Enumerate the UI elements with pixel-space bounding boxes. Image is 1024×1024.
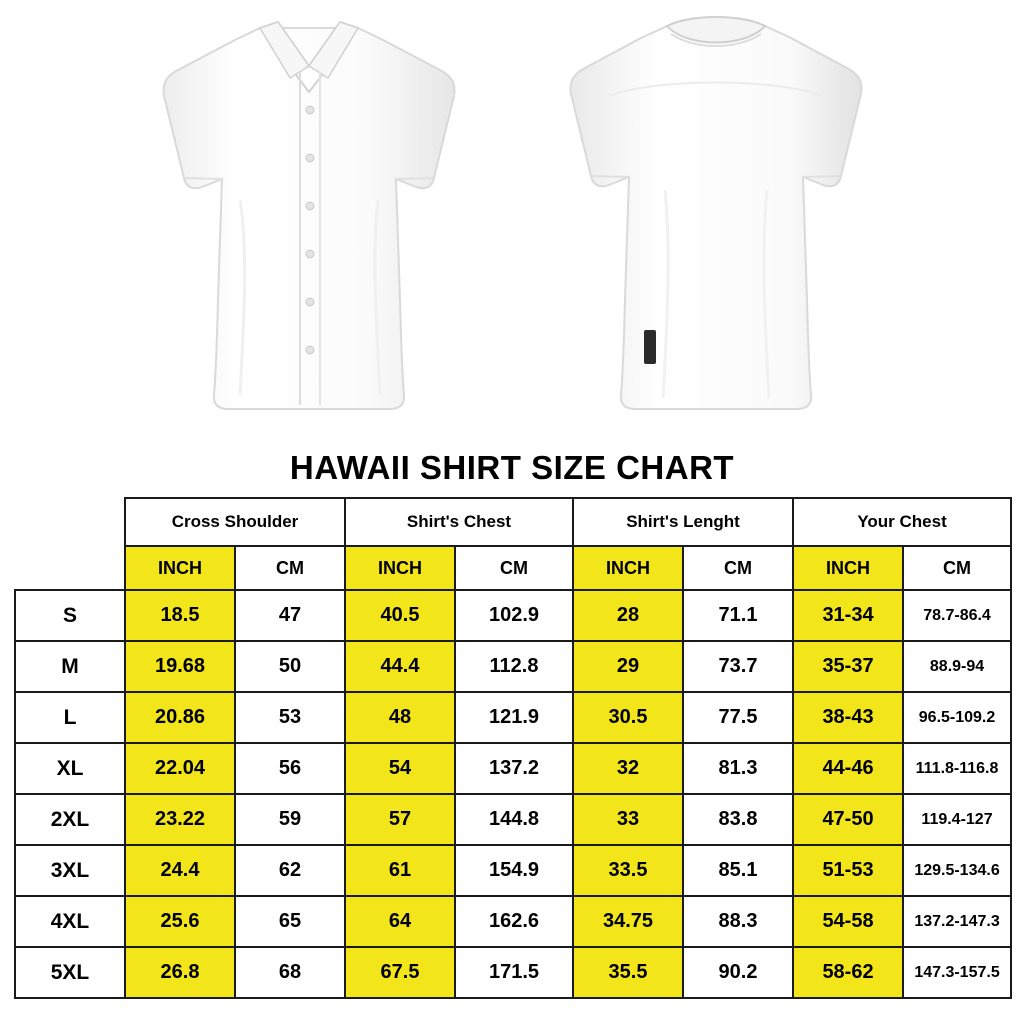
cell-your-chest-cm: 147.3-157.5 [903,947,1011,998]
cell-length-cm: 85.1 [683,845,793,896]
cell-cross-shoulder-cm: 59 [235,794,345,845]
size-label: 4XL [15,896,125,947]
corner-cell-2 [15,546,125,590]
size-table-wrapper [0,497,1024,1009]
cell-length-cm: 77.5 [683,692,793,743]
table-row [15,692,1011,743]
shirt-front-image [140,0,480,440]
cell-cross-shoulder-cm: 50 [235,641,345,692]
size-label: M [15,641,125,692]
cell-length-cm: 88.3 [683,896,793,947]
group-header-your-chest: Your Chest [793,498,1011,546]
table-row [15,845,1011,896]
cell-your-chest-inch: 31-34 [793,590,903,641]
cell-length-cm: 81.3 [683,743,793,794]
cell-length-inch: 34.75 [573,896,683,947]
cell-length-inch: 28 [573,590,683,641]
unit-header-length-inch: INCH [573,546,683,590]
cell-length-inch: 29 [573,641,683,692]
cell-length-inch: 30.5 [573,692,683,743]
cell-cross-shoulder-cm: 53 [235,692,345,743]
cell-your-chest-cm: 119.4-127 [903,794,1011,845]
cell-length-cm: 73.7 [683,641,793,692]
cell-chest-inch: 44.4 [345,641,455,692]
cell-length-cm: 83.8 [683,794,793,845]
shirt-illustrations [0,0,1024,445]
cell-chest-cm: 154.9 [455,845,573,896]
unit-header-chest-cm: CM [455,546,573,590]
size-label: 5XL [15,947,125,998]
cell-length-inch: 33 [573,794,683,845]
size-label: 2XL [15,794,125,845]
cell-your-chest-cm: 129.5-134.6 [903,845,1011,896]
cell-your-chest-cm: 78.7-86.4 [903,590,1011,641]
cell-chest-cm: 121.9 [455,692,573,743]
cell-cross-shoulder-inch: 24.4 [125,845,235,896]
shirt-back-icon [545,0,885,440]
cell-cross-shoulder-inch: 20.86 [125,692,235,743]
table-row [15,641,1011,692]
cell-your-chest-inch: 35-37 [793,641,903,692]
cell-cross-shoulder-inch: 22.04 [125,743,235,794]
size-chart-table [14,497,1012,999]
cell-cross-shoulder-inch: 23.22 [125,794,235,845]
cell-chest-cm: 137.2 [455,743,573,794]
table-row [15,947,1011,998]
cell-cross-shoulder-cm: 56 [235,743,345,794]
cell-length-inch: 32 [573,743,683,794]
cell-cross-shoulder-inch: 26.8 [125,947,235,998]
cell-your-chest-cm: 111.8-116.8 [903,743,1011,794]
table-unit-header-row [15,546,1011,590]
cell-cross-shoulder-cm: 65 [235,896,345,947]
table-row [15,794,1011,845]
unit-header-length-cm: CM [683,546,793,590]
cell-your-chest-inch: 58-62 [793,947,903,998]
cell-chest-inch: 54 [345,743,455,794]
cell-cross-shoulder-cm: 62 [235,845,345,896]
page-title: HAWAII SHIRT SIZE CHART [289,449,735,486]
cell-length-cm: 90.2 [683,947,793,998]
cell-cross-shoulder-cm: 47 [235,590,345,641]
cell-cross-shoulder-inch: 19.68 [125,641,235,692]
table-row [15,590,1011,641]
cell-length-inch: 35.5 [573,947,683,998]
size-label: XL [15,743,125,794]
cell-your-chest-cm: 96.5-109.2 [903,692,1011,743]
cell-cross-shoulder-cm: 68 [235,947,345,998]
cell-chest-inch: 57 [345,794,455,845]
cell-your-chest-inch: 38-43 [793,692,903,743]
cell-your-chest-inch: 51-53 [793,845,903,896]
cell-your-chest-inch: 54-58 [793,896,903,947]
cell-cross-shoulder-inch: 25.6 [125,896,235,947]
table-group-header-row [15,498,1011,546]
cell-your-chest-cm: 137.2-147.3 [903,896,1011,947]
cell-chest-inch: 48 [345,692,455,743]
size-label: L [15,692,125,743]
unit-header-cross-shoulder-inch: INCH [125,546,235,590]
size-label: 3XL [15,845,125,896]
table-row [15,896,1011,947]
cell-cross-shoulder-inch: 18.5 [125,590,235,641]
unit-header-your-chest-cm: CM [903,546,1011,590]
cell-chest-inch: 61 [345,845,455,896]
cell-chest-inch: 64 [345,896,455,947]
shirt-back-image [545,0,885,440]
cell-chest-inch: 40.5 [345,590,455,641]
cell-length-cm: 71.1 [683,590,793,641]
cell-chest-cm: 112.8 [455,641,573,692]
cell-your-chest-cm: 88.9-94 [903,641,1011,692]
size-label: S [15,590,125,641]
group-header-cross-shoulder: Cross Shoulder [125,498,345,546]
corner-cell [15,498,125,546]
cell-chest-cm: 144.8 [455,794,573,845]
cell-chest-cm: 162.6 [455,896,573,947]
group-header-shirts-chest: Shirt's Chest [345,498,573,546]
cell-chest-inch: 67.5 [345,947,455,998]
unit-header-cross-shoulder-cm: CM [235,546,345,590]
unit-header-your-chest-inch: INCH [793,546,903,590]
cell-chest-cm: 171.5 [455,947,573,998]
shirt-front-icon [140,0,480,440]
cell-chest-cm: 102.9 [455,590,573,641]
table-row [15,743,1011,794]
cell-your-chest-inch: 44-46 [793,743,903,794]
cell-your-chest-inch: 47-50 [793,794,903,845]
cell-length-inch: 33.5 [573,845,683,896]
group-header-shirts-lenght: Shirt's Lenght [573,498,793,546]
unit-header-chest-inch: INCH [345,546,455,590]
